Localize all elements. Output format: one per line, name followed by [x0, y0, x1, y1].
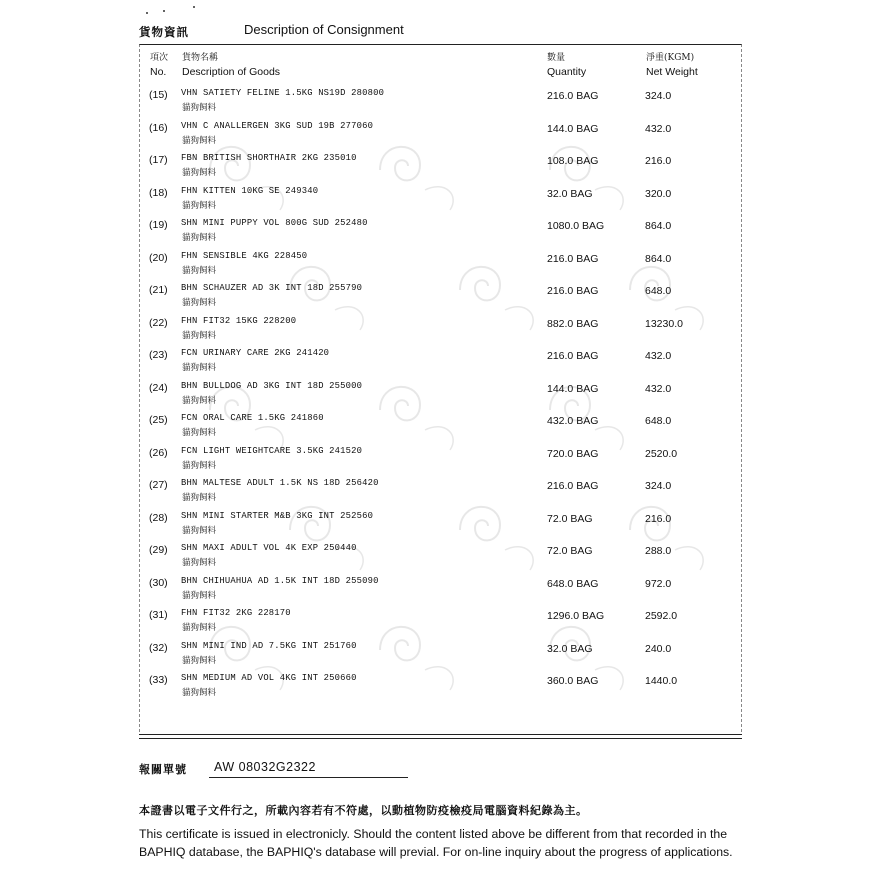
item-category: 貓狗飼料	[182, 623, 217, 633]
item-description: FHN SENSIBLE 4KG 228450	[181, 249, 308, 261]
column-header-description	[182, 50, 280, 78]
column-header-net-weight-zh: 淨重(KGM)	[646, 53, 695, 63]
item-description: SHN MEDIUM AD VOL 4KG INT 250660	[181, 672, 357, 683]
item-number: (32)	[149, 641, 168, 654]
item-category: 貓狗飼料	[182, 558, 217, 568]
column-header-net-weight-en: Net Weight	[646, 66, 698, 78]
item-description: FHN FIT32 2KG 228170	[181, 607, 291, 618]
table-row	[0, 510, 884, 542]
item-category: 貓狗飼料	[182, 395, 217, 406]
item-category: 貓狗飼料	[182, 168, 217, 178]
table-row	[0, 575, 884, 607]
declaration-underline	[209, 777, 408, 778]
column-header-no-en: No.	[150, 66, 167, 78]
table-row	[0, 672, 884, 704]
item-quantity: 882.0 BAG	[547, 317, 599, 330]
table-row	[0, 152, 884, 184]
item-category: 貓狗飼料	[182, 493, 217, 503]
item-number: (23)	[149, 349, 168, 361]
item-description: FHN KITTEN 10KG SE 249340	[181, 184, 319, 196]
item-quantity: 144.0 BAG	[547, 122, 599, 135]
item-number: (29)	[149, 544, 168, 556]
item-category: 貓狗飼料	[182, 363, 217, 373]
item-category: 貓狗飼料	[182, 298, 217, 308]
item-description: BHN CHIHUAHUA AD 1.5K INT 18D 255090	[181, 574, 379, 586]
item-number: (18)	[149, 186, 168, 199]
column-header-no-zh: 項次	[150, 53, 169, 63]
item-category: 貓狗飼料	[182, 330, 217, 341]
item-category: 貓狗飼料	[182, 103, 217, 113]
item-number: (26)	[149, 446, 168, 459]
column-header-quantity-en: Quantity	[547, 66, 587, 78]
item-quantity: 216.0 BAG	[547, 90, 599, 102]
section-title-zh: 貨物資訊	[139, 25, 189, 39]
item-number: (27)	[149, 479, 168, 491]
declaration-number-value: AW 08032G2322	[214, 760, 316, 774]
item-net-weight: 320.0	[645, 187, 672, 200]
item-number: (28)	[149, 511, 168, 524]
table-row	[0, 87, 884, 119]
column-header-no	[150, 50, 168, 78]
item-net-weight: 432.0	[645, 350, 672, 362]
item-category: 貓狗飼料	[182, 460, 217, 471]
scan-speck	[163, 10, 165, 12]
table-row	[0, 477, 884, 509]
item-net-weight: 216.0	[645, 155, 672, 167]
column-header-quantity-zh: 數量	[547, 53, 566, 63]
item-quantity: 32.0 BAG	[547, 187, 593, 200]
item-net-weight: 2592.0	[645, 610, 678, 622]
item-number: (21)	[149, 284, 168, 296]
item-quantity: 108.0 BAG	[547, 155, 599, 167]
item-category: 貓狗飼料	[182, 233, 217, 243]
item-net-weight: 324.0	[645, 90, 672, 102]
item-number: (15)	[149, 89, 168, 101]
item-number: (17)	[149, 154, 168, 166]
item-net-weight: 432.0	[645, 382, 672, 395]
column-header-description-zh: 貨物名稱	[182, 53, 219, 63]
item-description: FBN BRITISH SHORTHAIR 2KG 235010	[181, 152, 357, 163]
item-category: 貓狗飼料	[182, 135, 217, 146]
table-row	[0, 315, 884, 347]
item-description: SHN MINI STARTER M&B 3KG INT 252560	[181, 509, 374, 521]
item-net-weight: 13230.0	[645, 317, 683, 330]
item-number: (20)	[149, 251, 168, 264]
item-category: 貓狗飼料	[182, 590, 217, 601]
item-category: 貓狗飼料	[182, 265, 217, 276]
item-category: 貓狗飼料	[182, 428, 217, 438]
item-description: SHN MINI IND AD 7.5KG INT 251760	[181, 639, 357, 651]
item-category: 貓狗飼料	[182, 655, 217, 666]
item-category: 貓狗飼料	[182, 200, 217, 211]
item-quantity: 432.0 BAG	[547, 415, 599, 427]
item-number: (22)	[149, 316, 168, 329]
item-description: BHN SCHAUZER AD 3K INT 18D 255790	[181, 282, 363, 293]
table-row	[0, 347, 884, 379]
item-number: (25)	[149, 414, 168, 426]
item-quantity: 32.0 BAG	[547, 642, 593, 655]
item-description: VHN SATIETY FELINE 1.5KG NS19D 280800	[181, 87, 385, 98]
table-row	[0, 640, 884, 672]
item-number: (31)	[149, 609, 168, 621]
item-quantity: 648.0 BAG	[547, 577, 599, 590]
item-description: SHN MINI PUPPY VOL 800G SUD 252480	[181, 217, 368, 228]
item-quantity: 1296.0 BAG	[547, 610, 605, 622]
item-net-weight: 972.0	[645, 577, 672, 590]
item-quantity: 72.0 BAG	[547, 512, 593, 525]
certificate-notice-en: This certificate is issued in electronicly. Should the content listed above be different from that recorded in the BAPHIQ database, the BAPHIQ's database will previal. For on-line inquiry about the progress of applications.	[139, 827, 733, 859]
item-net-weight: 288.0	[645, 545, 672, 557]
scan-speck	[193, 6, 195, 8]
scan-speck	[146, 12, 148, 14]
item-description: FHN FIT32 15KG 228200	[181, 314, 297, 326]
column-header-net-weight	[646, 50, 698, 78]
item-net-weight: 1440.0	[645, 675, 678, 687]
item-quantity: 216.0 BAG	[547, 480, 599, 492]
item-quantity: 216.0 BAG	[547, 350, 599, 362]
table-row	[0, 250, 884, 282]
table-row	[0, 412, 884, 444]
item-description: FCN LIGHT WEIGHTCARE 3.5KG 241520	[181, 444, 363, 456]
item-net-weight: 432.0	[645, 122, 672, 135]
table-row	[0, 445, 884, 477]
item-number: (30)	[149, 576, 168, 589]
item-category: 貓狗飼料	[182, 688, 217, 698]
column-header-quantity	[547, 50, 586, 78]
item-net-weight: 240.0	[645, 642, 672, 655]
item-net-weight: 864.0	[645, 220, 672, 232]
item-number: (33)	[149, 674, 168, 686]
certificate-notice-zh: 本證書以電子文件行之，所載內容若有不符處，以動植物防疫檢疫局電腦資料紀錄為主。	[139, 804, 588, 817]
item-category: 貓狗飼料	[182, 525, 217, 536]
item-number: (19)	[149, 219, 168, 231]
item-number: (24)	[149, 381, 168, 394]
item-quantity: 1080.0 BAG	[547, 220, 605, 232]
item-description: BHN MALTESE ADULT 1.5K NS 18D 256420	[181, 477, 379, 488]
item-quantity: 144.0 BAG	[547, 382, 599, 395]
item-description: VHN C ANALLERGEN 3KG SUD 19B 277060	[181, 119, 374, 131]
item-net-weight: 648.0	[645, 415, 672, 427]
item-quantity: 360.0 BAG	[547, 675, 599, 687]
item-net-weight: 864.0	[645, 252, 672, 265]
item-net-weight: 324.0	[645, 480, 672, 492]
item-quantity: 216.0 BAG	[547, 252, 599, 265]
table-row	[0, 380, 884, 412]
item-quantity: 720.0 BAG	[547, 447, 599, 460]
table-row	[0, 542, 884, 574]
item-quantity: 216.0 BAG	[547, 285, 599, 297]
item-description: SHN MAXI ADULT VOL 4K EXP 250440	[181, 542, 357, 553]
table-row	[0, 185, 884, 217]
table-bottom-rule-double	[139, 738, 742, 739]
section-title-en: Description of Consignment	[244, 22, 404, 37]
item-description: FCN URINARY CARE 2KG 241420	[181, 347, 330, 358]
table-row	[0, 120, 884, 152]
item-description: BHN BULLDOG AD 3KG INT 18D 255000	[181, 379, 363, 391]
table-row	[0, 282, 884, 314]
table-row	[0, 217, 884, 249]
item-number: (16)	[149, 121, 168, 134]
column-header-description-en: Description of Goods	[182, 66, 281, 78]
item-net-weight: 2520.0	[645, 447, 678, 460]
table-row	[0, 607, 884, 639]
item-net-weight: 648.0	[645, 285, 672, 297]
table-bottom-rule	[139, 734, 742, 735]
item-quantity: 72.0 BAG	[547, 545, 593, 557]
declaration-number-label: 報關單號	[139, 763, 187, 776]
item-description: FCN ORAL CARE 1.5KG 241860	[181, 412, 324, 423]
item-net-weight: 216.0	[645, 512, 672, 525]
